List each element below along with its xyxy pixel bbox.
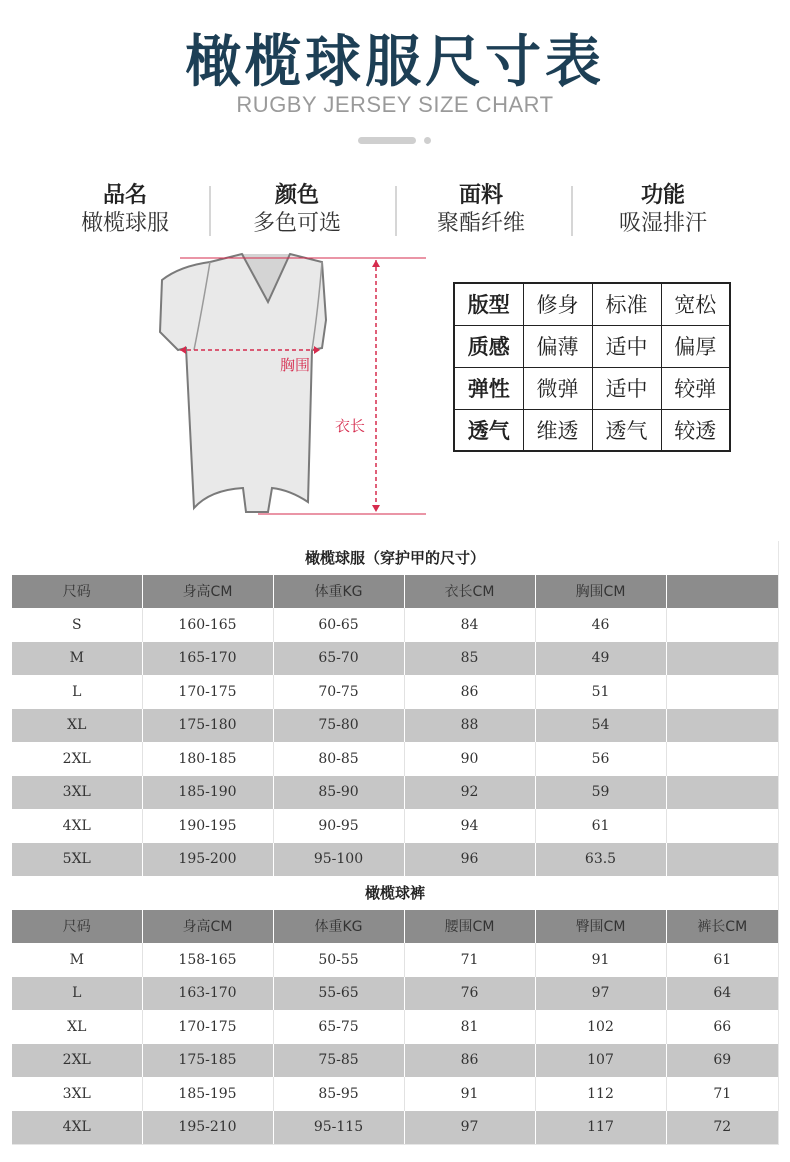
table-cell: 85 <box>404 642 535 676</box>
table-row <box>12 1111 778 1145</box>
table-cell: 72 <box>666 1111 778 1145</box>
table-cell: 71 <box>666 1077 778 1111</box>
table-cell: XL <box>12 709 142 743</box>
table-cell: 4XL <box>12 1111 142 1145</box>
column-header: 臀围CM <box>535 910 666 944</box>
table-cell: 160-165 <box>142 608 273 642</box>
table-cell: 65-75 <box>273 1010 404 1044</box>
info-fabric <box>396 182 566 238</box>
table-cell: 85-90 <box>273 776 404 810</box>
column-header: 体重KG <box>273 910 404 944</box>
table-cell <box>666 843 778 877</box>
table-row <box>12 675 778 709</box>
table-row <box>12 977 778 1011</box>
table-cell: 86 <box>404 1044 535 1078</box>
jersey-table-title: 橄榄球服（穿护甲的尺寸） <box>12 541 778 575</box>
info-divider <box>571 186 573 236</box>
table-cell: 102 <box>535 1010 666 1044</box>
table-cell: 170-175 <box>142 675 273 709</box>
table-cell: 195-200 <box>142 843 273 877</box>
column-header: 胸围CM <box>535 575 666 609</box>
table-cell: 163-170 <box>142 977 273 1011</box>
table-cell: 50-55 <box>273 943 404 977</box>
product-info <box>40 182 750 238</box>
table-cell: 94 <box>404 809 535 843</box>
info-value: 多色可选 <box>252 211 341 236</box>
table-cell: 84 <box>404 608 535 642</box>
table-row <box>12 843 778 877</box>
table-row <box>12 608 778 642</box>
size-table-body <box>12 541 778 1144</box>
info-label: 品名 <box>102 183 147 208</box>
info-color <box>212 182 382 238</box>
pants-table-header-row <box>12 910 778 944</box>
decoration-dot <box>424 137 431 144</box>
table-cell: 185-195 <box>142 1077 273 1111</box>
table-cell: 66 <box>666 1010 778 1044</box>
fit-row <box>454 325 730 367</box>
fit-cell: 微弹 <box>523 367 592 409</box>
table-cell: 88 <box>404 709 535 743</box>
table-cell <box>666 709 778 743</box>
table-cell: 190-195 <box>142 809 273 843</box>
table-cell: M <box>12 642 142 676</box>
table-cell: L <box>12 675 142 709</box>
table-row <box>12 943 778 977</box>
table-cell: 55-65 <box>273 977 404 1011</box>
table-cell: L <box>12 977 142 1011</box>
table-cell: 61 <box>666 943 778 977</box>
table-cell: 180-185 <box>142 742 273 776</box>
fit-cell: 透气 <box>454 409 523 451</box>
column-header: 身高CM <box>142 910 273 944</box>
fit-cell: 较弹 <box>661 367 730 409</box>
table-cell: 46 <box>535 608 666 642</box>
fit-row <box>454 409 730 451</box>
table-cell: 76 <box>404 977 535 1011</box>
table-row <box>12 776 778 810</box>
table-cell: 4XL <box>12 809 142 843</box>
table-cell: XL <box>12 1010 142 1044</box>
table-cell: 2XL <box>12 742 142 776</box>
table-row <box>12 1010 778 1044</box>
jersey-outline <box>160 254 326 512</box>
info-value: 吸湿排汗 <box>618 211 707 236</box>
page-title: 橄榄球服尺寸表 <box>185 30 605 95</box>
page-subtitle: RUGBY JERSEY SIZE CHART <box>236 92 554 117</box>
table-cell <box>666 642 778 676</box>
table-row <box>12 809 778 843</box>
table-cell: 75-85 <box>273 1044 404 1078</box>
fit-cell: 标准 <box>592 283 661 325</box>
size-table <box>12 541 778 1144</box>
table-cell <box>666 608 778 642</box>
table-cell <box>666 776 778 810</box>
pants-table-title: 橄榄球裤 <box>12 876 778 910</box>
fit-cell: 质感 <box>454 325 523 367</box>
table-cell: 2XL <box>12 1044 142 1078</box>
table-cell: M <box>12 943 142 977</box>
fit-cell: 适中 <box>592 367 661 409</box>
table-cell: 60-65 <box>273 608 404 642</box>
table-cell: 5XL <box>12 843 142 877</box>
column-header: 裤长CM <box>666 910 778 944</box>
length-arrow-top <box>372 260 380 267</box>
table-cell: 112 <box>535 1077 666 1111</box>
info-label: 面料 <box>458 183 503 208</box>
fit-cell: 版型 <box>454 283 523 325</box>
table-cell: 75-80 <box>273 709 404 743</box>
table-cell: 96 <box>404 843 535 877</box>
table-cell: 158-165 <box>142 943 273 977</box>
table-cell: 165-170 <box>142 642 273 676</box>
info-function <box>578 182 748 238</box>
info-divider <box>209 186 211 236</box>
fit-cell: 弹性 <box>454 367 523 409</box>
table-cell: 65-70 <box>273 642 404 676</box>
table-cell: 86 <box>404 675 535 709</box>
table-cell: 64 <box>666 977 778 1011</box>
fit-cell: 宽松 <box>661 283 730 325</box>
table-cell: 185-190 <box>142 776 273 810</box>
fit-cell: 偏薄 <box>523 325 592 367</box>
table-cell <box>666 675 778 709</box>
table-cell: 49 <box>535 642 666 676</box>
fit-cell: 较透 <box>661 409 730 451</box>
length-label: 衣长 <box>334 417 366 435</box>
table-cell: 85-95 <box>273 1077 404 1111</box>
table-row <box>12 709 778 743</box>
fit-cell: 透气 <box>592 409 661 451</box>
table-cell <box>666 809 778 843</box>
table-cell: 91 <box>404 1077 535 1111</box>
table-row <box>12 1044 778 1078</box>
table-cell: 95-100 <box>273 843 404 877</box>
table-cell: 81 <box>404 1010 535 1044</box>
table-cell: 107 <box>535 1044 666 1078</box>
info-label: 颜色 <box>274 183 319 208</box>
table-cell: 195-210 <box>142 1111 273 1145</box>
fit-cell: 修身 <box>523 283 592 325</box>
column-header: 体重KG <box>273 575 404 609</box>
table-cell: 175-180 <box>142 709 273 743</box>
table-cell: 61 <box>535 809 666 843</box>
pants-table-title-row <box>12 876 778 910</box>
decoration-bar <box>358 137 416 144</box>
table-cell: 63.5 <box>535 843 666 877</box>
info-value: 橄榄球服 <box>80 211 169 236</box>
table-cell: 97 <box>535 977 666 1011</box>
info-value: 聚酯纤维 <box>436 211 525 236</box>
table-cell: 117 <box>535 1111 666 1145</box>
fit-cell: 适中 <box>592 325 661 367</box>
table-cell: 51 <box>535 675 666 709</box>
table-cell: 175-185 <box>142 1044 273 1078</box>
table-cell: S <box>12 608 142 642</box>
info-product-name <box>40 182 210 238</box>
table-cell <box>666 742 778 776</box>
table-cell: 3XL <box>12 776 142 810</box>
table-cell: 90-95 <box>273 809 404 843</box>
fit-row <box>454 367 730 409</box>
table-cell: 69 <box>666 1044 778 1078</box>
table-cell: 92 <box>404 776 535 810</box>
column-header: 尺码 <box>12 575 142 609</box>
table-row <box>12 642 778 676</box>
table-cell: 170-175 <box>142 1010 273 1044</box>
table-cell: 59 <box>535 776 666 810</box>
fit-cell: 维透 <box>523 409 592 451</box>
table-cell: 97 <box>404 1111 535 1145</box>
table-row <box>12 1077 778 1111</box>
table-cell: 71 <box>404 943 535 977</box>
table-cell: 70-75 <box>273 675 404 709</box>
column-header: 腰围CM <box>404 910 535 944</box>
table-cell: 80-85 <box>273 742 404 776</box>
table-cell: 54 <box>535 709 666 743</box>
length-arrow-bottom <box>372 505 380 512</box>
fit-cell: 偏厚 <box>661 325 730 367</box>
column-header: 衣长CM <box>404 575 535 609</box>
table-cell: 90 <box>404 742 535 776</box>
table-row <box>12 742 778 776</box>
chest-label: 胸围 <box>279 356 311 374</box>
column-header <box>666 575 778 609</box>
info-label: 功能 <box>640 183 685 208</box>
table-cell: 95-115 <box>273 1111 404 1145</box>
fit-feature-table <box>453 282 731 452</box>
table-cell: 3XL <box>12 1077 142 1111</box>
table-cell: 56 <box>535 742 666 776</box>
jersey-table-title-row <box>12 541 778 575</box>
table-cell: 91 <box>535 943 666 977</box>
fit-row <box>454 283 730 325</box>
jersey-diagram <box>150 250 440 525</box>
column-header: 尺码 <box>12 910 142 944</box>
jersey-table-header-row <box>12 575 778 609</box>
column-header: 身高CM <box>142 575 273 609</box>
